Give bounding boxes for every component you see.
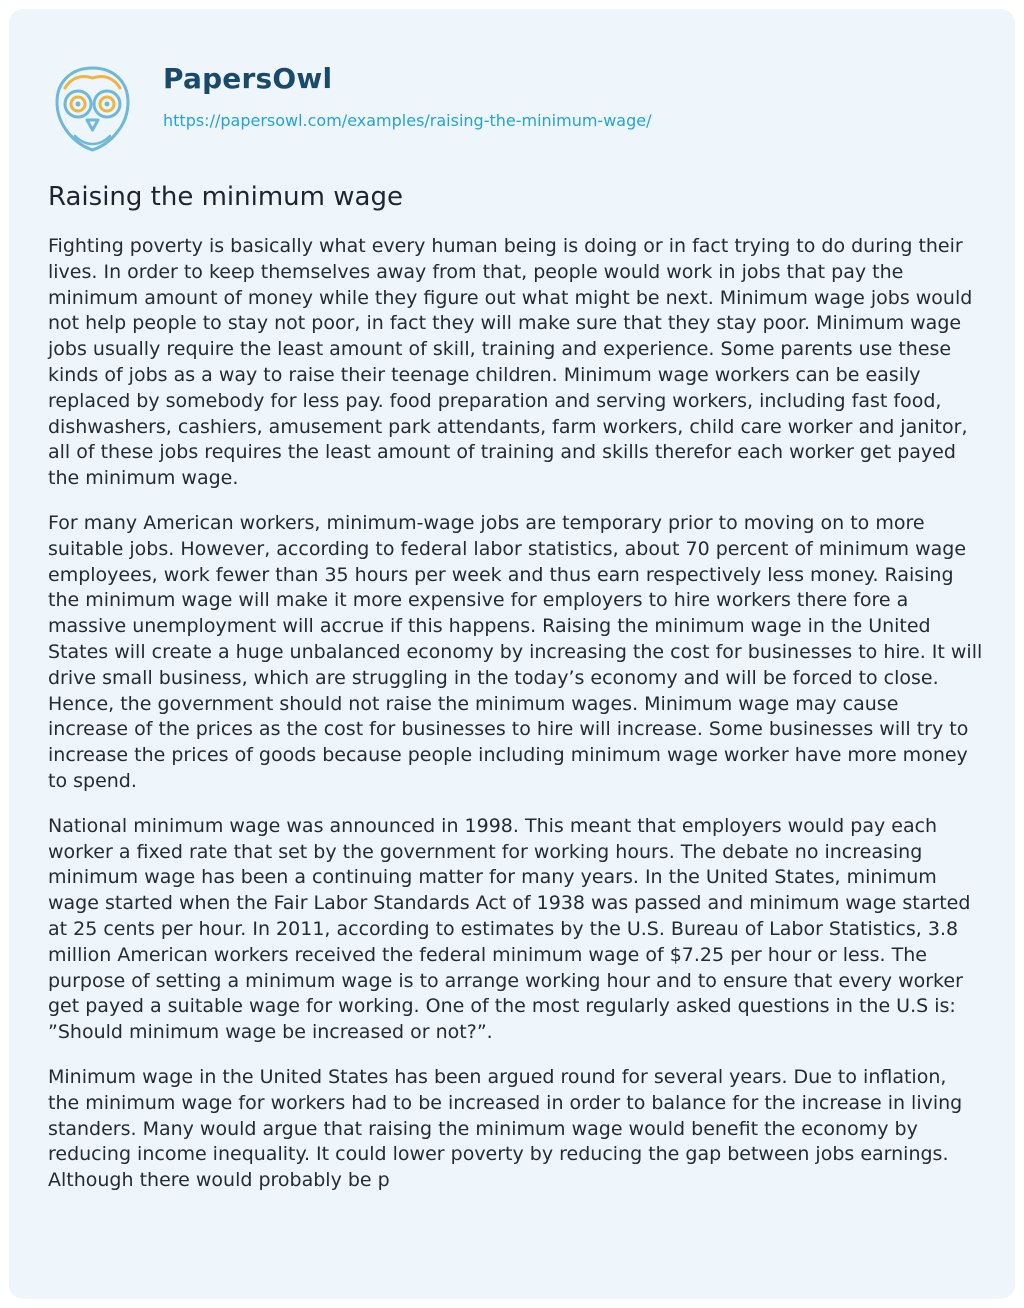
owl-logo-icon xyxy=(51,64,134,154)
paragraph: For many American workers, minimum-wage jobs are temporary prior to moving on to more suitable jobs. However, according to federal labor statistics, about 70 percent of minimum wage employees, work fewer than 35 hours per week and thus earn respectively less money. Raising the minimum wage will make it more expensive for employers to hire workers there fore a massive unemployment will accrue if this happens. Raising the minimum wage in the United States will create a huge unbalanced economy by increasing the cost for businesses to hire. It will drive small business, which are struggling in the today’s economy and will be forced to close. Hence, the government should not raise the minimum wages. Minimum wage may cause increase of the prices as the cost for businesses to hire will increase. Some businesses will try to increase the prices of goods because people including minimum wage worker have more money to spend. xyxy=(48,511,983,792)
article-body xyxy=(48,234,983,1213)
paragraph: Fighting poverty is basically what every human being is doing or in fact trying to do during their lives. In order to keep themselves away from that, people would work in jobs that pay the minimum amount of money while they figure out what might be next. Minimum wage jobs would not help people to stay not poor, in fact they will make sure that they stay poor. Minimum wage jobs usually require the least amount of skill, training and experience. Some parents use these kinds of jobs as a way to raise their teenage children. Minimum wage workers can be easily replaced by somebody for less pay. food preparation and serving workers, including fast food, dishwashers, cashiers, amusement park attendants, farm workers, child care worker and janitor, all of these jobs requires the least amount of training and skills therefor each worker get payed the minimum wage. xyxy=(48,235,973,490)
paragraph: Minimum wage in the United States has been argued round for several years. Due to inflation, the minimum wage for workers had to be increased in order to balance for the increase in living standers. Many would argue that raising the minimum wage would benefit the economy by reducing income inequality. It could lower poverty by reducing the gap between jobs earnings. Although there would probably be p xyxy=(48,1065,963,1192)
article-title: Raising the minimum wage xyxy=(48,182,403,212)
brand-name: PapersOwl xyxy=(163,62,333,95)
paragraph: National minimum wage was announced in 1998. This meant that employers would pay each worker a fixed rate that set by the government for working hours. The debate no increasing minimum wage has been a continuing matter for many years. In the United States, minimum wage started when the Fair Labor Standards Act of 1938 was passed and minimum wage started at 25 cents per hour. In 2011, according to estimates by the U.S. Bureau of Labor Statistics, 3.8 million American workers received the federal minimum wage of $7.25 per hour or less. The purpose of setting a minimum wage is to arrange working hour and to ensure that every worker get payed a suitable wage for working. One of the most regularly asked questions in the U.S is: ”Should minimum wage be increased or not?”. xyxy=(48,814,971,1044)
site-header xyxy=(51,64,951,164)
source-url-link[interactable]: https://papersowl.com/examples/raising-the-minimum-wage/ xyxy=(163,111,652,130)
document-card xyxy=(9,9,1015,1299)
